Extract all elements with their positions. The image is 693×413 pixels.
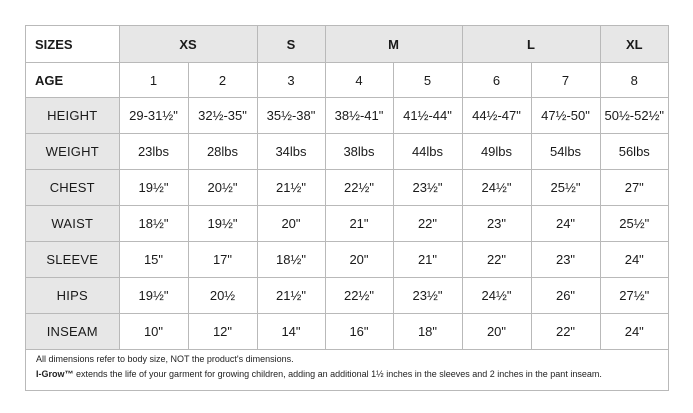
measurement-cell: 20": [462, 314, 531, 350]
age-cell: 1: [119, 63, 188, 98]
i-grow-description: extends the life of your garment for growing children, adding an additional 1½ inches in the sleeves and 2 inches in the pant inseam.: [73, 369, 602, 379]
row-label: WAIST: [26, 206, 119, 242]
measurement-cell: 12": [188, 314, 257, 350]
size-group-xs: XS: [119, 26, 257, 63]
size-chart-notes: [36, 352, 661, 382]
measurement-cell: 26": [531, 278, 600, 314]
measurement-row-hips: [26, 278, 668, 314]
measurement-cell: 22½": [325, 170, 393, 206]
measurement-cell: 24": [531, 206, 600, 242]
measurement-cell: 22½": [325, 278, 393, 314]
measurement-cell: 47½-50": [531, 98, 600, 134]
measurement-cell: 27½": [600, 278, 668, 314]
sizes-label: SIZES: [26, 26, 119, 63]
measurement-cell: 24½": [462, 170, 531, 206]
measurement-row-waist: [26, 206, 668, 242]
row-label: HIPS: [26, 278, 119, 314]
measurement-cell: 44½-47": [462, 98, 531, 134]
age-label: AGE: [26, 63, 119, 98]
age-cell: 7: [531, 63, 600, 98]
measurement-cell: 24": [600, 314, 668, 350]
measurement-row-sleeve: [26, 242, 668, 278]
measurement-cell: 32½-35": [188, 98, 257, 134]
size-group-xl: XL: [600, 26, 668, 63]
measurement-cell: 56lbs: [600, 134, 668, 170]
measurement-cell: 18": [393, 314, 462, 350]
measurement-cell: 21½": [257, 170, 325, 206]
size-group-s: S: [257, 26, 325, 63]
size-chart-table: [26, 26, 668, 350]
size-group-l: L: [462, 26, 600, 63]
measurement-cell: 24": [600, 242, 668, 278]
measurement-cell: 21": [325, 206, 393, 242]
row-label: WEIGHT: [26, 134, 119, 170]
measurement-row-height: [26, 98, 668, 134]
measurement-cell: 23": [462, 206, 531, 242]
age-row: [26, 63, 668, 98]
size-group-m: M: [325, 26, 462, 63]
age-cell: 3: [257, 63, 325, 98]
age-cell: 2: [188, 63, 257, 98]
age-cell: 8: [600, 63, 668, 98]
measurement-cell: 14": [257, 314, 325, 350]
measurement-cell: 34lbs: [257, 134, 325, 170]
sizes-row: [26, 26, 668, 63]
measurement-cell: 19½": [119, 278, 188, 314]
body-size-note: All dimensions refer to body size, NOT the product's dimensions.: [36, 354, 294, 364]
measurement-cell: 25½": [531, 170, 600, 206]
measurement-cell: 38½-41": [325, 98, 393, 134]
age-cell: 6: [462, 63, 531, 98]
measurement-cell: 18½": [257, 242, 325, 278]
row-label: CHEST: [26, 170, 119, 206]
measurement-cell: 41½-44": [393, 98, 462, 134]
age-cell: 5: [393, 63, 462, 98]
measurement-cell: 17": [188, 242, 257, 278]
measurement-cell: 24½": [462, 278, 531, 314]
measurement-cell: 25½": [600, 206, 668, 242]
size-chart: [25, 25, 669, 391]
measurement-cell: 16": [325, 314, 393, 350]
measurement-cell: 20½": [188, 170, 257, 206]
measurement-cell: 23": [531, 242, 600, 278]
measurement-cell: 20": [325, 242, 393, 278]
measurement-cell: 27": [600, 170, 668, 206]
measurement-cell: 22": [531, 314, 600, 350]
measurement-cell: 23½": [393, 170, 462, 206]
measurement-cell: 23½": [393, 278, 462, 314]
measurement-cell: 21": [393, 242, 462, 278]
measurement-cell: 38lbs: [325, 134, 393, 170]
measurement-cell: 22": [462, 242, 531, 278]
measurement-row-weight: [26, 134, 668, 170]
age-cell: 4: [325, 63, 393, 98]
measurement-row-chest: [26, 170, 668, 206]
measurement-cell: 19½": [119, 170, 188, 206]
measurement-cell: 35½-38": [257, 98, 325, 134]
measurement-cell: 15": [119, 242, 188, 278]
measurement-cell: 29-31½": [119, 98, 188, 134]
i-grow-note: [36, 367, 661, 382]
measurement-cell: 20½: [188, 278, 257, 314]
measurement-cell: 50½-52½": [600, 98, 668, 134]
measurement-cell: 20": [257, 206, 325, 242]
measurement-cell: 28lbs: [188, 134, 257, 170]
row-label: SLEEVE: [26, 242, 119, 278]
measurement-cell: 49lbs: [462, 134, 531, 170]
measurement-cell: 23lbs: [119, 134, 188, 170]
measurement-cell: 19½": [188, 206, 257, 242]
measurement-cell: 10": [119, 314, 188, 350]
measurement-cell: 44lbs: [393, 134, 462, 170]
row-label: INSEAM: [26, 314, 119, 350]
i-grow-brand: I-Grow™: [36, 369, 74, 379]
measurement-cell: 22": [393, 206, 462, 242]
row-label: HEIGHT: [26, 98, 119, 134]
measurement-cell: 18½": [119, 206, 188, 242]
measurement-row-inseam: [26, 314, 668, 350]
measurement-cell: 54lbs: [531, 134, 600, 170]
measurement-cell: 21½": [257, 278, 325, 314]
